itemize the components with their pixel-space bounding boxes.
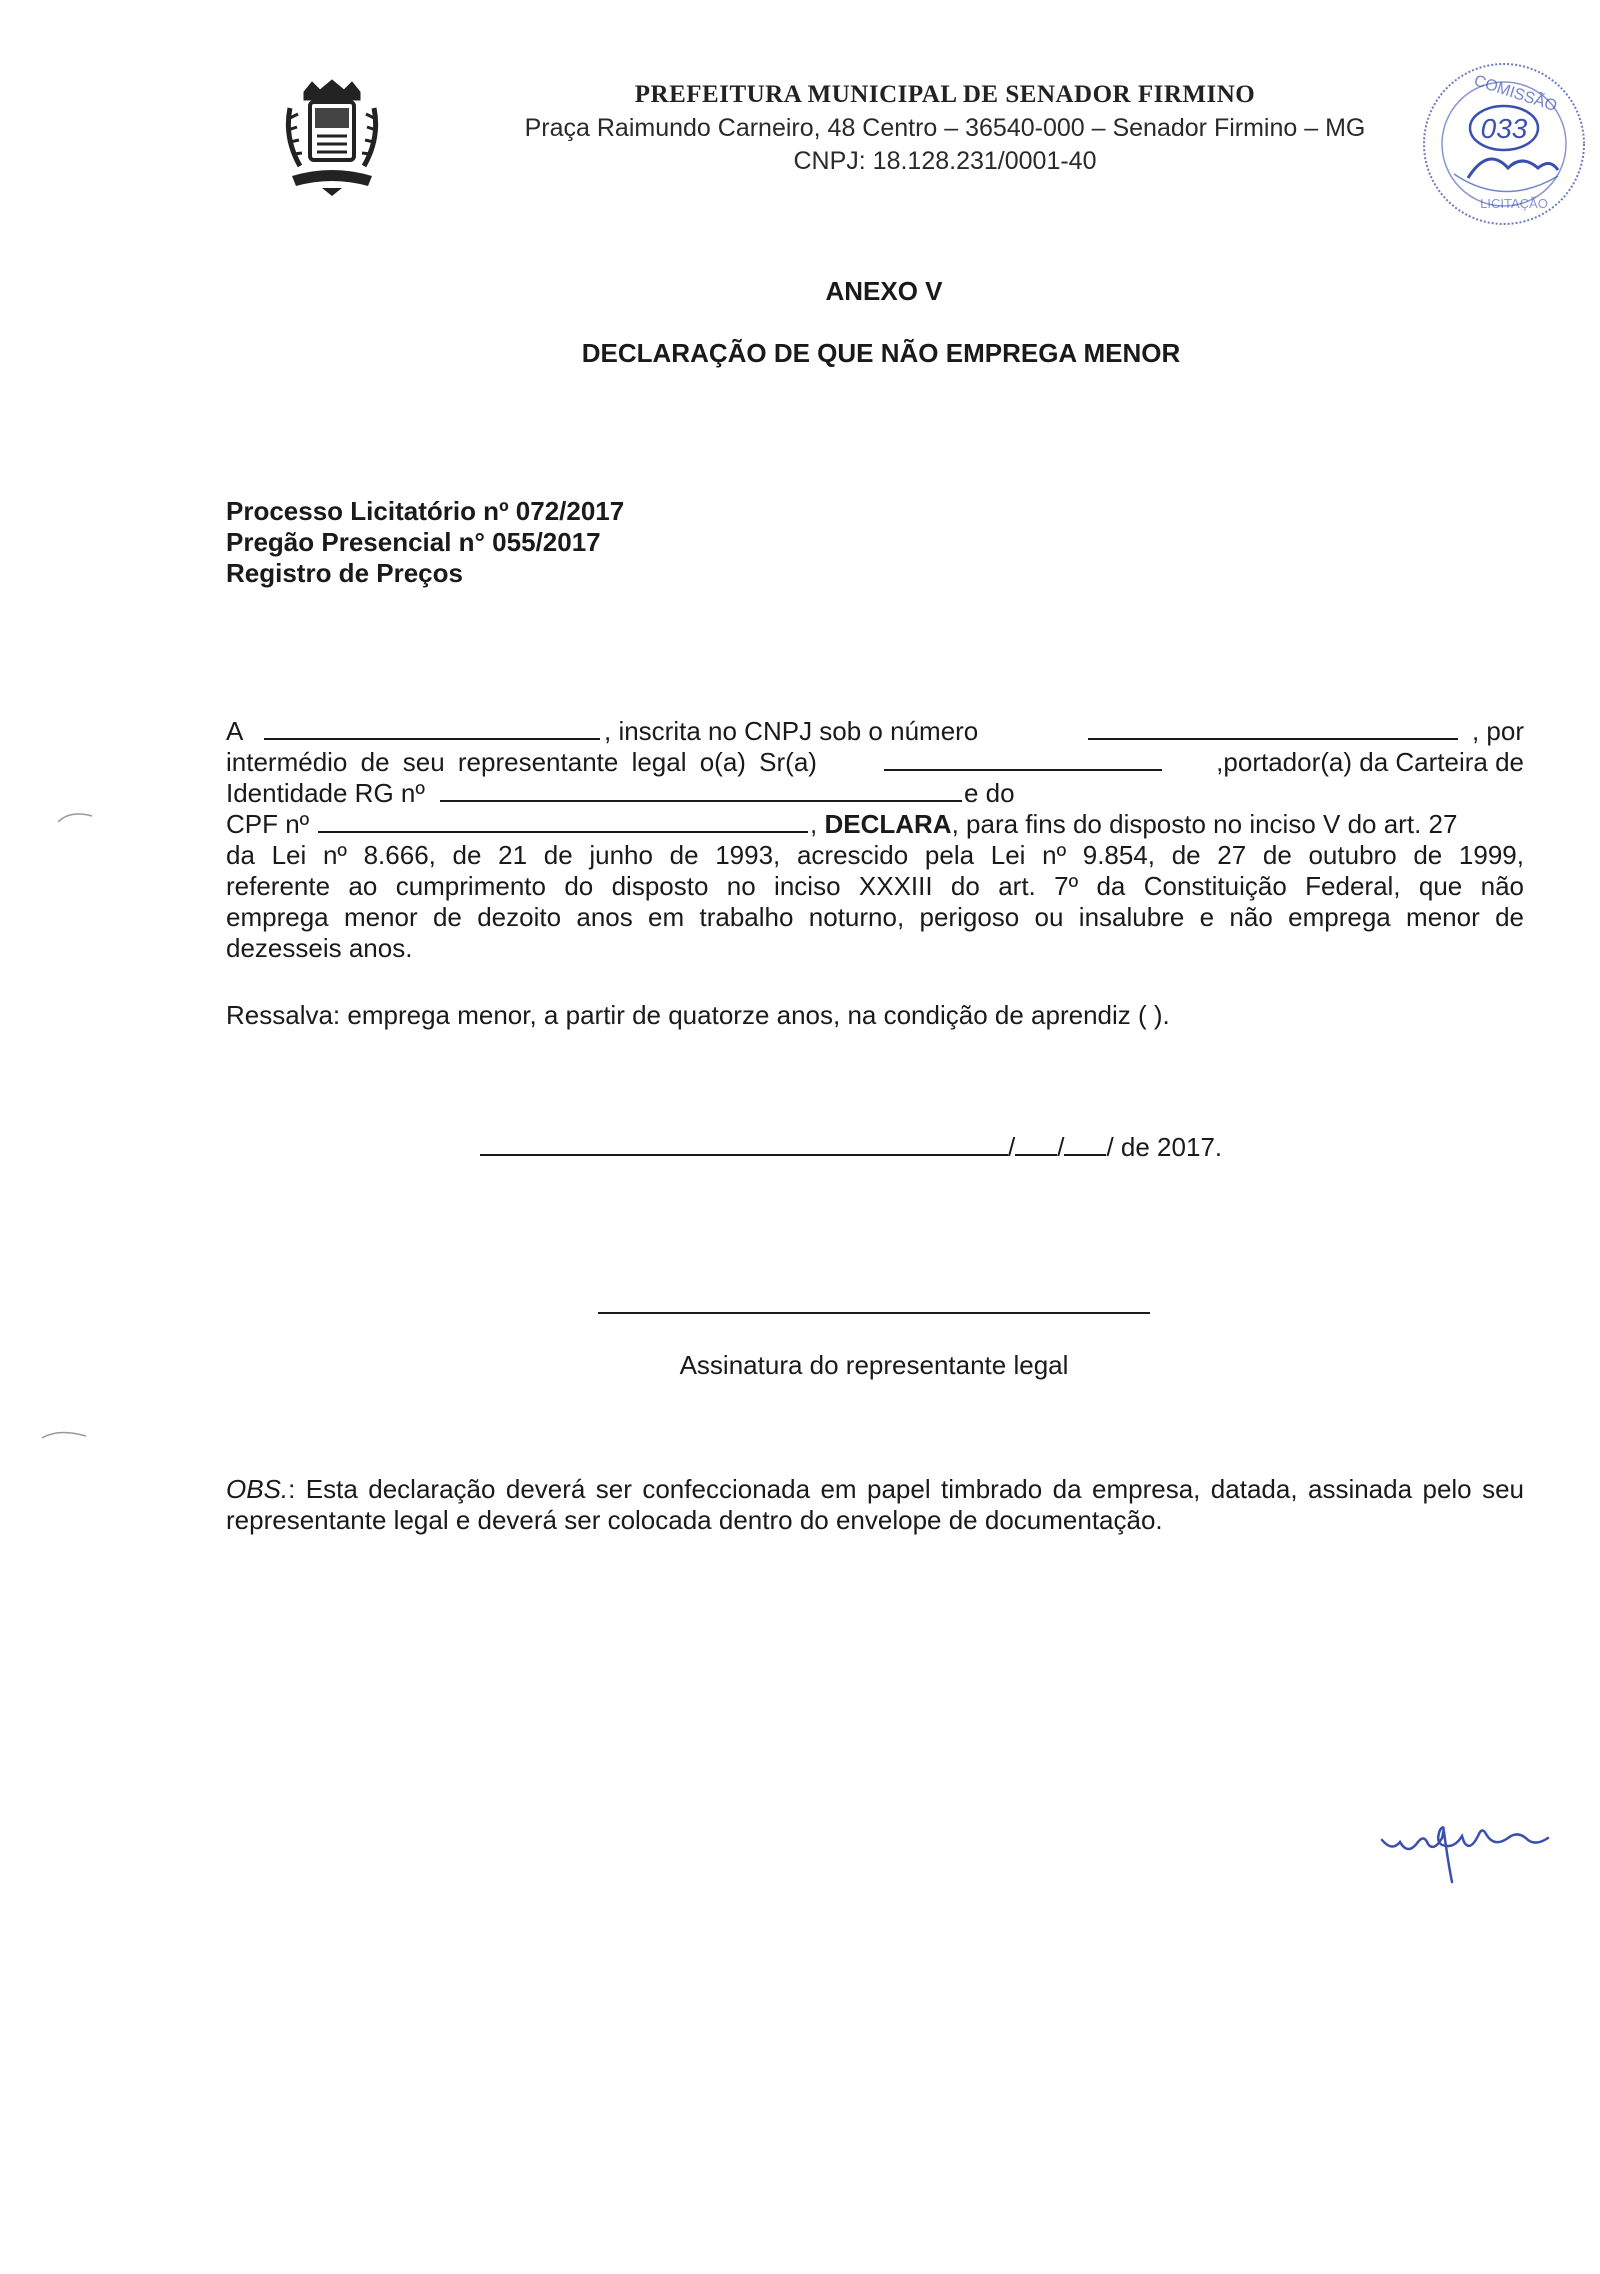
handwritten-rubric: [1378, 1812, 1558, 1912]
obs-label: OBS.: [226, 1474, 289, 1504]
svg-text:033: 033: [1480, 113, 1528, 144]
process-info: [226, 496, 624, 589]
signature-label: Assinatura do representante legal: [679, 1350, 1069, 1380]
declara-keyword: DECLARA: [824, 809, 952, 839]
body-line-4: [226, 809, 1524, 840]
body-line-8: dezesseis anos.: [226, 933, 413, 963]
declaration-body: [226, 716, 1524, 964]
body-text: A: [226, 716, 244, 746]
organization-cnpj: CNPJ: 18.128.231/0001-40: [793, 147, 1097, 175]
year-text: / de 2017.: [1106, 1132, 1223, 1162]
cpf-blank[interactable]: [318, 809, 808, 833]
municipal-crest-logo: [282, 78, 382, 196]
cnpj-blank[interactable]: [1088, 716, 1458, 740]
body-text: CPF nº: [226, 809, 310, 839]
body-text: , inscrita no CNPJ sob o número: [604, 716, 979, 746]
body-text: e do: [964, 778, 1015, 808]
organization-address: Praça Raimundo Carneiro, 48 Centro – 36540-000 – Senador Firmino – MG: [524, 114, 1366, 142]
signature-line[interactable]: [598, 1312, 1150, 1314]
body-text: ,portador(a) da Carteira de: [1216, 747, 1524, 777]
svg-text:LICITAÇÃO: LICITAÇÃO: [1480, 196, 1548, 211]
price-registry: Registro de Preços: [226, 558, 463, 588]
annex-title: ANEXO V: [825, 276, 943, 306]
city-blank[interactable]: [480, 1130, 1008, 1156]
representative-name-blank[interactable]: [884, 747, 1162, 771]
body-line-5: da Lei nº 8.666, de 21 de junho de 1993, acrescido pela Lei nº 9.854, de 27 de outubro de 1999,: [226, 840, 1524, 870]
obs-text: : Esta declaração deverá ser confeccionada em papel timbrado da empresa, datada, assinada pelo seu representante legal e deverá ser colocada dentro do envelope de documentação.: [226, 1474, 1524, 1535]
letterhead: [470, 78, 1420, 178]
day-blank[interactable]: [1015, 1130, 1057, 1156]
body-text: , DECLARA, para fins do disposto no inciso V do art. 27: [810, 809, 1458, 839]
body-line-3: [226, 778, 1524, 809]
place-date-line: [480, 1130, 1222, 1163]
date-separator: /: [1057, 1132, 1065, 1162]
scan-mark: [40, 1426, 90, 1442]
month-blank[interactable]: [1064, 1130, 1106, 1156]
body-line-7: emprega menor de dezoito anos em trabalho noturno, perigoso ou insalubre e não emprega menor de: [226, 902, 1524, 932]
body-line-2: [226, 747, 1524, 778]
body-text: Identidade RG nº: [226, 778, 425, 808]
body-line-1: [226, 716, 1524, 747]
apprentice-exception: Ressalva: emprega menor, a partir de quatorze anos, na condição de aprendiz ( ).: [226, 1000, 1170, 1030]
body-text: , por: [1471, 716, 1524, 746]
date-separator: /: [1008, 1132, 1016, 1162]
body-line-6: referente ao cumprimento do disposto no inciso XXXIII do art. 7º da Constituição Federal, que não: [226, 871, 1524, 901]
scan-mark: [56, 808, 96, 824]
svg-text:COMISSÃO: COMISSÃO: [1471, 72, 1560, 116]
declaration-title: DECLARAÇÃO DE QUE NÃO EMPREGA MENOR: [581, 338, 1181, 368]
process-number: Processo Licitatório nº 072/2017: [226, 496, 625, 526]
observation-note: [226, 1474, 1524, 1536]
organization-name: PREFEITURA MUNICIPAL DE SENADOR FIRMINO: [634, 81, 1256, 108]
company-name-blank[interactable]: [264, 716, 600, 740]
rg-blank[interactable]: [440, 778, 962, 802]
body-text: intermédio de seu representante legal o(a) Sr(a): [226, 747, 817, 777]
auction-number: Pregão Presencial n° 055/2017: [226, 527, 601, 557]
commission-stamp: [1418, 58, 1590, 226]
